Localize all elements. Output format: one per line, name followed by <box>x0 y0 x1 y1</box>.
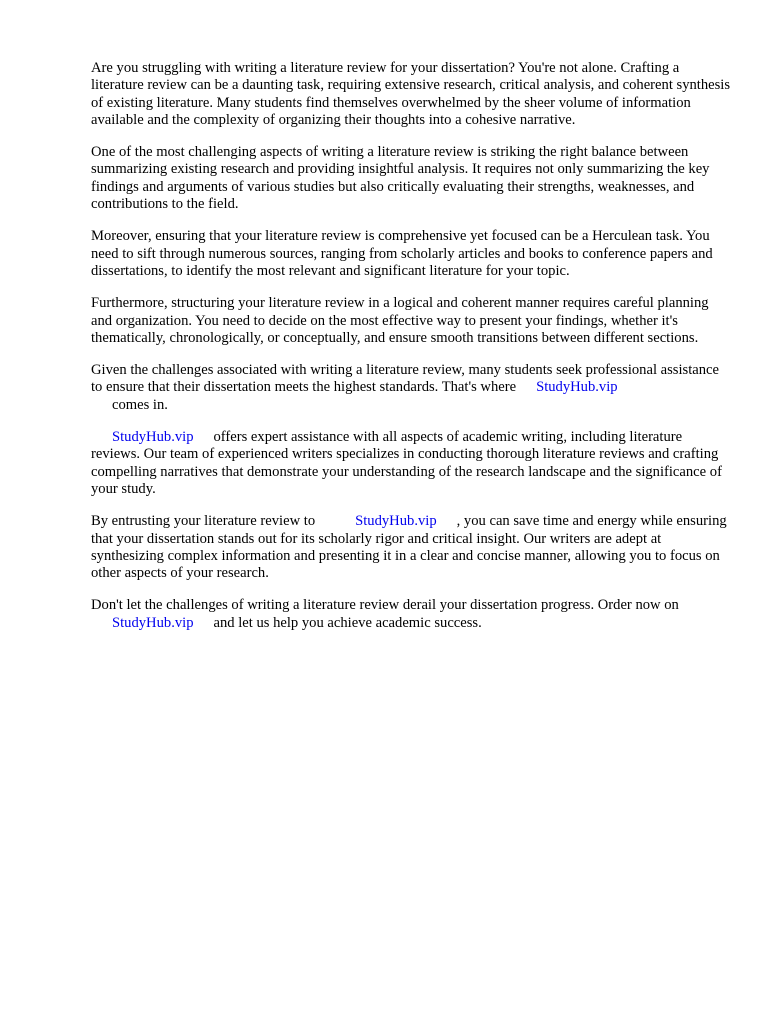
paragraph-offers-text: offers expert assistance with all aspects of academic writing, including literature reviews. Our team of experienced writers specializes in conducting thorough literature reviews and crafting compelling narratives that demonstrate your understanding of the research landscape and the significance of your study. <box>91 429 722 497</box>
paragraph-intro: Are you struggling with writing a literature review for your dissertation? You're not alone. Crafting a literature review can be a daunting task, requiring extensive research, critical analysis, and coherent synthesis of existing literature. Many students find themselves overwhelmed by the sheer volume of information available and the complexity of organizing their thoughts into a cohesive narrative. <box>91 60 731 128</box>
document-body <box>91 60 731 647</box>
studyhub-link[interactable]: StudyHub.vip <box>112 429 194 446</box>
studyhub-link[interactable]: StudyHub.vip <box>112 614 194 631</box>
paragraph-entrusting-tail: , you can save time and energy while ensuring that your dissertation stands out for its scholarly rigor and critical insight. Our writers are adept at synthesizing complex information and presenting it in a clear and concise manner, allowing you to focus on other aspects of your research. <box>91 513 727 582</box>
paragraph-assistance-text: Given the challenges associated with writing a literature review, many students seek professional assistance to ensure that their dissertation meets the highest standards. That's where <box>91 362 720 396</box>
studyhub-link[interactable]: StudyHub.vip <box>536 379 618 396</box>
paragraph-structure: Furthermore, structuring your literature review in a logical and coherent manner requires careful planning and organization. You need to decide on the most effective way to present your findings, whether it's thematically, chronologically, or conceptually, and ensure smooth transitions between different sections. <box>91 295 709 346</box>
paragraph-order-tail: and let us help you achieve academic success. <box>213 614 482 631</box>
paragraph-balance: One of the most challenging aspects of writing a literature review is striking the right balance between summarizing existing research and providing insightful analysis. It requires not only summarizing the key findings and arguments of various studies but also critically evaluating their strengths, weaknesses, and contributions to the field. <box>91 144 710 213</box>
paragraph-order <box>91 597 731 632</box>
paragraph-offers <box>91 429 731 498</box>
paragraph-assistance <box>91 362 731 414</box>
paragraph-entrusting <box>91 513 731 582</box>
paragraph-entrusting-text: By entrusting your literature review to <box>91 513 316 530</box>
paragraph-assistance-tail: comes in. <box>112 396 168 413</box>
paragraph-order-text: Don't let the challenges of writing a literature review derail your dissertation progress. Order now on <box>91 597 679 614</box>
paragraph-comprehensive: Moreover, ensuring that your literature review is comprehensive yet focused can be a Herculean task. You need to sift through numerous sources, ranging from scholarly articles and books to conference papers and dissertations, to identify the most relevant and significant literature for your topic. <box>91 228 713 279</box>
studyhub-link[interactable]: StudyHub.vip <box>355 513 437 530</box>
